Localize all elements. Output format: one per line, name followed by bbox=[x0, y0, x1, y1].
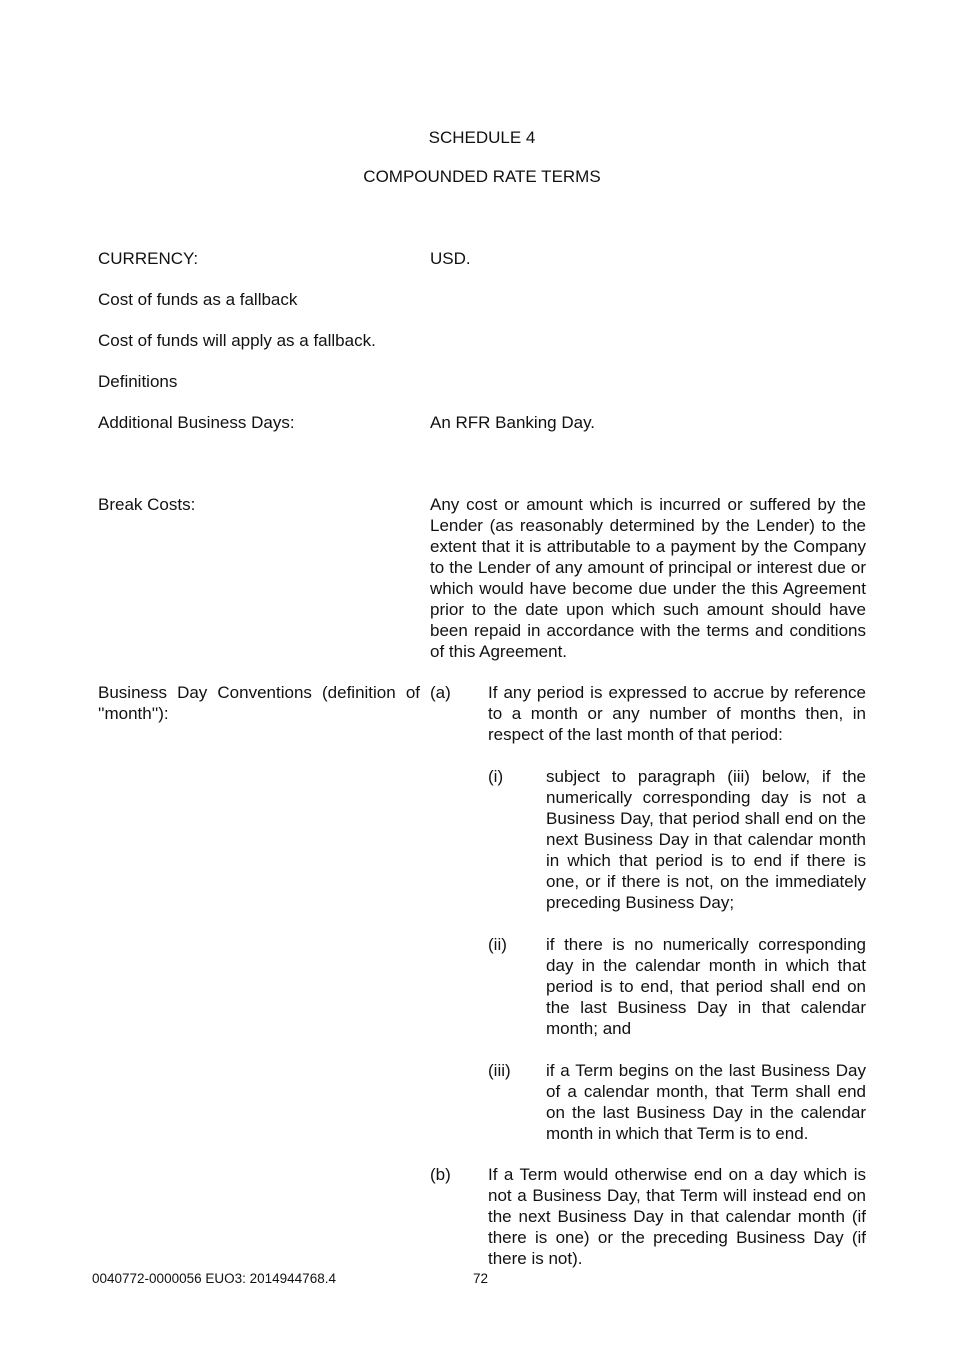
term-row-additional-business-days bbox=[98, 412, 866, 433]
term-value-definitions bbox=[430, 371, 866, 392]
term-value-currency: USD. bbox=[430, 249, 471, 268]
term-label-cost-of-funds-apply: Cost of funds will apply as a fallback. bbox=[98, 331, 376, 350]
clause-a-i-marker: (i) bbox=[488, 767, 504, 786]
term-label-cost-of-funds: Cost of funds as a fallback bbox=[98, 290, 298, 309]
term-row-break-costs bbox=[98, 494, 866, 662]
clause-a-i-text: subject to paragraph (iii) below, if the numerically corresponding day is not a Business Day, that period shall end on the next Business Day in that calendar month in which that period is to end if there is one, or if there is not, on the immediately preceding Business Day; bbox=[546, 767, 866, 912]
clause-a-ii-marker: (ii) bbox=[488, 935, 507, 954]
term-value-cost-of-funds-apply bbox=[430, 330, 866, 351]
clause-a-text: If any period is expressed to accrue by reference to a month or any number of months then, in respect of the last month of that period: bbox=[488, 683, 866, 744]
clause-a bbox=[430, 682, 866, 745]
schedule-subtitle: COMPOUNDED RATE TERMS bbox=[363, 167, 601, 186]
clause-a-iii-text: if a Term begins on the last Business Day of a calendar month, that Term shall end on the last Business Day in the calendar month in which that Term is to end. bbox=[546, 1061, 866, 1143]
clause-b-text: If a Term would otherwise end on a day which is not a Business Day, that Term will instead end on the next Business Day in that calendar month (if there is one) or the preceding Business Day (if there is not). bbox=[488, 1165, 866, 1268]
clause-a-iii bbox=[488, 1060, 866, 1144]
clause-a-ii-text: if there is no numerically corresponding day in the calendar month in which that period is to end, that period shall end on the last Business Day in that calendar month; and bbox=[546, 935, 866, 1038]
term-label-definitions: Definitions bbox=[98, 372, 178, 391]
term-value-cost-of-funds bbox=[430, 289, 866, 310]
term-row-currency bbox=[98, 248, 866, 269]
schedule-title: SCHEDULE 4 bbox=[428, 128, 536, 147]
clause-b bbox=[430, 1164, 866, 1269]
term-row-cost-of-funds bbox=[98, 289, 866, 310]
term-label-break-costs: Break Costs: bbox=[98, 495, 196, 514]
clause-a-ii bbox=[488, 934, 866, 1039]
footer-page-number: 72 bbox=[473, 1271, 489, 1286]
term-label-additional-business-days: Additional Business Days: bbox=[98, 413, 295, 432]
clause-a-iii-marker: (iii) bbox=[488, 1061, 511, 1080]
clause-b-marker: (b) bbox=[430, 1165, 451, 1184]
clause-a-marker: (a) bbox=[430, 683, 451, 702]
term-value-break-costs: Any cost or amount which is incurred or suffered by the Lender (as reasonably determined by the Lender) to the extent that it is attributable to a payment by the Company to the Lender of any amount of principal or interest due or which would have become due under the this Agreement prior to the date upon which such amount should have been repaid in accordance with the terms and conditions of this Agreement. bbox=[430, 495, 866, 661]
term-row-cost-of-funds-apply bbox=[98, 330, 866, 351]
footer-document-reference: 0040772-0000056 EUO3: 2014944768.4 bbox=[92, 1271, 336, 1286]
term-value-additional-business-days: An RFR Banking Day. bbox=[430, 413, 596, 432]
term-label-currency: CURRENCY: bbox=[98, 249, 199, 268]
term-label-business-day-conventions: Business Day Conventions (definition of ''month''): bbox=[98, 683, 420, 723]
term-row-business-day-conventions bbox=[98, 682, 866, 1269]
business-day-conventions-clauses bbox=[430, 682, 866, 1269]
term-row-definitions bbox=[98, 371, 866, 392]
clause-a-i bbox=[488, 766, 866, 913]
